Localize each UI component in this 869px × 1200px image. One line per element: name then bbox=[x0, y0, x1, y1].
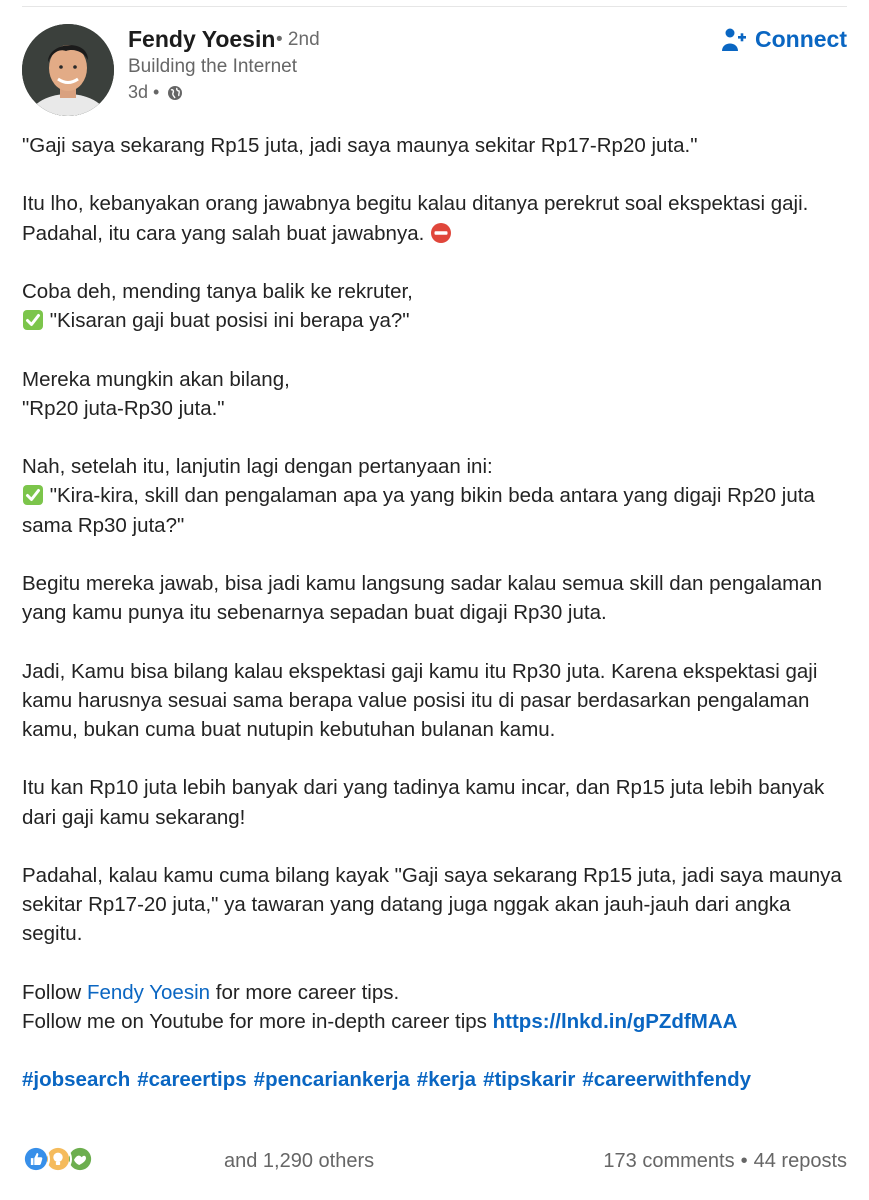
top-divider bbox=[22, 6, 847, 7]
no-entry-icon bbox=[430, 222, 452, 244]
like-icon bbox=[22, 1145, 50, 1173]
post-paragraph bbox=[22, 277, 850, 335]
connect-label: Connect bbox=[755, 26, 847, 52]
hashtag-link[interactable]: #pencariankerja bbox=[253, 1068, 410, 1092]
post-meta bbox=[128, 82, 183, 103]
check-mark-icon bbox=[22, 484, 44, 506]
check-mark-icon bbox=[22, 309, 44, 331]
avatar-portrait bbox=[22, 24, 114, 116]
post-stats bbox=[603, 1150, 847, 1173]
post-paragraph: "Gaji saya sekarang Rp15 juta, jadi saya maunya sekitar Rp17-Rp20 juta." bbox=[22, 134, 698, 157]
post-text: Mereka mungkin akan bilang, bbox=[22, 367, 290, 391]
comments-count[interactable]: 173 comments bbox=[603, 1150, 735, 1172]
author-name[interactable]: Fendy Yoesin bbox=[128, 26, 276, 52]
hashtag-link[interactable]: #careertips bbox=[137, 1068, 247, 1092]
hashtag-link[interactable]: #kerja bbox=[416, 1068, 477, 1092]
post-paragraph: Padahal, kalau kamu cuma bilang kayak "Gaji saya sekarang Rp15 juta, jadi saya maunya sekitar Rp17-20 juta," ya tawaran yang datang juga nggak akan jauh-jauh dari angka segitu. bbox=[22, 863, 842, 946]
post-text: "Rp20 juta-Rp30 juta." bbox=[22, 396, 225, 420]
hashtag-link[interactable]: #tipskarir bbox=[483, 1068, 576, 1092]
hashtag-link[interactable]: #careerwithfendy bbox=[582, 1068, 752, 1092]
post-paragraph: Begitu mereka jawab, bisa jadi kamu langsung sadar kalau semua skill dan pengalaman yang kamu punya itu sebenarnya sepadan buat digaji Rp30 juta. bbox=[22, 571, 822, 625]
hashtag-list bbox=[22, 1065, 850, 1094]
post-paragraph bbox=[22, 978, 850, 1036]
reaction-icons[interactable] bbox=[22, 1145, 102, 1175]
globe-icon bbox=[167, 85, 183, 101]
hashtag-link[interactable]: #jobsearch bbox=[22, 1068, 131, 1092]
post-paragraph bbox=[22, 189, 850, 247]
post-paragraph: Itu kan Rp10 juta lebih banyak dari yang tadinya kamu incar, dan Rp15 juta lebih banyak dari gaji kamu sekarang! bbox=[22, 776, 825, 829]
reactions-count[interactable]: and 1,290 others bbox=[224, 1150, 375, 1172]
youtube-link[interactable]: https://lnkd.in/gPZdfMAA bbox=[492, 1009, 738, 1033]
post-text: "Kisaran gaji buat posisi ini berapa ya?" bbox=[49, 309, 410, 333]
avatar[interactable] bbox=[22, 24, 114, 116]
post-paragraph bbox=[22, 452, 850, 540]
author-mention-link[interactable]: Fendy Yoesin bbox=[86, 980, 211, 1004]
post-text: Nah, setelah itu, lanjutin lagi dengan pertanyaan ini: bbox=[22, 455, 493, 479]
add-person-icon bbox=[721, 27, 747, 53]
post-text: for more career tips. bbox=[210, 980, 400, 1004]
author-headline: Building the Internet bbox=[128, 56, 298, 77]
post-text: Coba deh, mending tanya balik ke rekruter, bbox=[22, 279, 413, 303]
post-text: "Kira-kira, skill dan pengalaman apa ya yang bikin beda antara yang digaji Rp20 juta sama Rp30 juta?" bbox=[22, 484, 815, 537]
post-text: Follow bbox=[22, 980, 87, 1004]
reposts-count[interactable]: 44 reposts bbox=[753, 1150, 847, 1172]
post-text: Follow me on Youtube for more in-depth career tips bbox=[22, 1009, 493, 1033]
post-text: Itu lho, kebanyakan orang jawabnya begitu kalau ditanya perekrut soal ekspektasi gaji. Padahal, itu cara yang salah buat jawabnya. bbox=[22, 192, 809, 245]
post-body bbox=[22, 131, 850, 1124]
post-paragraph: Jadi, Kamu bisa bilang kalau ekspektasi gaji kamu itu Rp30 juta. Karena ekspektasi gaji kamu harusnya sesuai sama berapa value posisi itu di pasar berdasarkan pengalaman kamu, bukan cuma buat nutupin kebutuhan bulanan kamu. bbox=[22, 659, 818, 741]
post-paragraph bbox=[22, 365, 850, 423]
connection-degree: • 2nd bbox=[276, 29, 320, 50]
stats-separator: • bbox=[740, 1150, 748, 1172]
post-time: 3d • bbox=[128, 82, 160, 102]
connect-button[interactable] bbox=[721, 26, 847, 53]
